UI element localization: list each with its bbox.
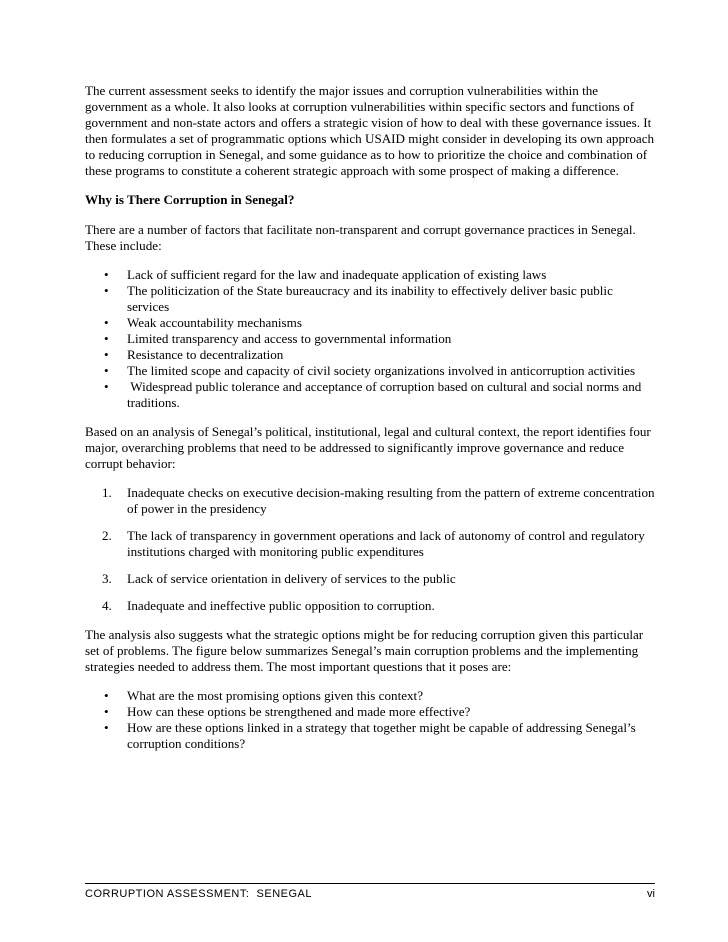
intro-paragraph: The current assessment seeks to identify the major issues and corruption vulnerabilities within the government as a whole. It also looks at corruption vulnerabilities within specific sectors and functions of government and non-state actors and offers a strategic vision of how to deal with these governance issues. It then formulates a set of programmatic options which USAID might consider in developing its own approach to reducing corruption in Senegal, and some guidance as to how to prioritize the choice and combination of these programs to constitute a coherent strategic approach with some prospect of making a difference. bbox=[85, 83, 655, 178]
page-number: vi bbox=[647, 888, 655, 900]
bullet-icon: • bbox=[104, 347, 109, 362]
list-number: 2. bbox=[102, 528, 112, 543]
list-item-text: How can these options be strengthened and made more effective? bbox=[127, 704, 471, 719]
bullet-icon: • bbox=[104, 379, 109, 394]
list-number: 1. bbox=[102, 485, 112, 500]
list-item-text: How are these options linked in a strategy that together might be capable of addressing Senegal’s corruption conditions? bbox=[127, 720, 636, 751]
problems-list bbox=[85, 485, 655, 614]
list-item bbox=[85, 485, 655, 517]
list-item bbox=[85, 688, 655, 704]
bullet-icon: • bbox=[104, 720, 109, 735]
bullet-icon: • bbox=[104, 704, 109, 719]
bullet-icon: • bbox=[104, 688, 109, 703]
list-item-text: Lack of sufficient regard for the law and inadequate application of existing laws bbox=[127, 267, 547, 282]
footer-title: CORRUPTION ASSESSMENT: SENEGAL bbox=[85, 888, 312, 900]
list-item-text: The politicization of the State bureaucracy and its inability to effectively deliver basic public services bbox=[127, 283, 613, 314]
bullet-icon: • bbox=[104, 267, 109, 282]
list-item bbox=[85, 379, 655, 411]
list-item bbox=[85, 331, 655, 347]
list-item-text: Inadequate checks on executive decision-making resulting from the pattern of extreme concentration of power in the presidency bbox=[127, 485, 655, 516]
list-number: 3. bbox=[102, 571, 112, 586]
bullet-icon: • bbox=[104, 283, 109, 298]
list-item bbox=[85, 267, 655, 283]
bullet-icon: • bbox=[104, 315, 109, 330]
problems-intro-paragraph: Based on an analysis of Senegal’s political, institutional, legal and cultural context, the report identifies four major, overarching problems that need to be addressed to significantly improve governance and reduce corrupt behavior: bbox=[85, 424, 651, 471]
analysis-paragraph: The analysis also suggests what the strategic options might be for reducing corruption given this particular set of problems. The figure below summarizes Senegal’s main corruption problems and the implementing strategies needed to address them. The most important questions that it poses are: bbox=[85, 627, 644, 674]
bullet-icon: • bbox=[104, 331, 109, 346]
list-number: 4. bbox=[102, 598, 112, 613]
list-item bbox=[85, 571, 655, 587]
factors-list bbox=[85, 267, 655, 411]
list-item bbox=[85, 283, 655, 315]
list-item bbox=[85, 363, 655, 379]
list-item-text: The lack of transparency in government operations and lack of autonomy of control and regulatory institutions charged with monitoring public expenditures bbox=[127, 528, 645, 559]
section-heading: Why is There Corruption in Senegal? bbox=[85, 192, 295, 207]
factors-intro-paragraph: There are a number of factors that facilitate non-transparent and corrupt governance practices in Senegal. These include: bbox=[85, 222, 636, 253]
list-item-text: Inadequate and ineffective public opposition to corruption. bbox=[127, 598, 435, 613]
list-item bbox=[85, 720, 655, 752]
list-item bbox=[85, 347, 655, 363]
list-item-text: What are the most promising options given this context? bbox=[127, 688, 424, 703]
list-item-text: Resistance to decentralization bbox=[127, 347, 284, 362]
list-item-text: Lack of service orientation in delivery of services to the public bbox=[127, 571, 456, 586]
list-item-text: The limited scope and capacity of civil society organizations involved in anticorruption activities bbox=[127, 363, 636, 378]
list-item-text: Weak accountability mechanisms bbox=[127, 315, 302, 330]
list-item-text: Limited transparency and access to governmental information bbox=[127, 331, 452, 346]
bullet-icon: • bbox=[104, 363, 109, 378]
list-item bbox=[85, 315, 655, 331]
footer-divider bbox=[85, 883, 655, 884]
list-item bbox=[85, 598, 655, 614]
list-item bbox=[85, 528, 655, 560]
questions-list bbox=[85, 688, 655, 752]
page-body bbox=[85, 83, 655, 765]
list-item bbox=[85, 704, 655, 720]
list-item-text: Widespread public tolerance and acceptance of corruption based on cultural and social norms and traditions. bbox=[127, 379, 645, 410]
